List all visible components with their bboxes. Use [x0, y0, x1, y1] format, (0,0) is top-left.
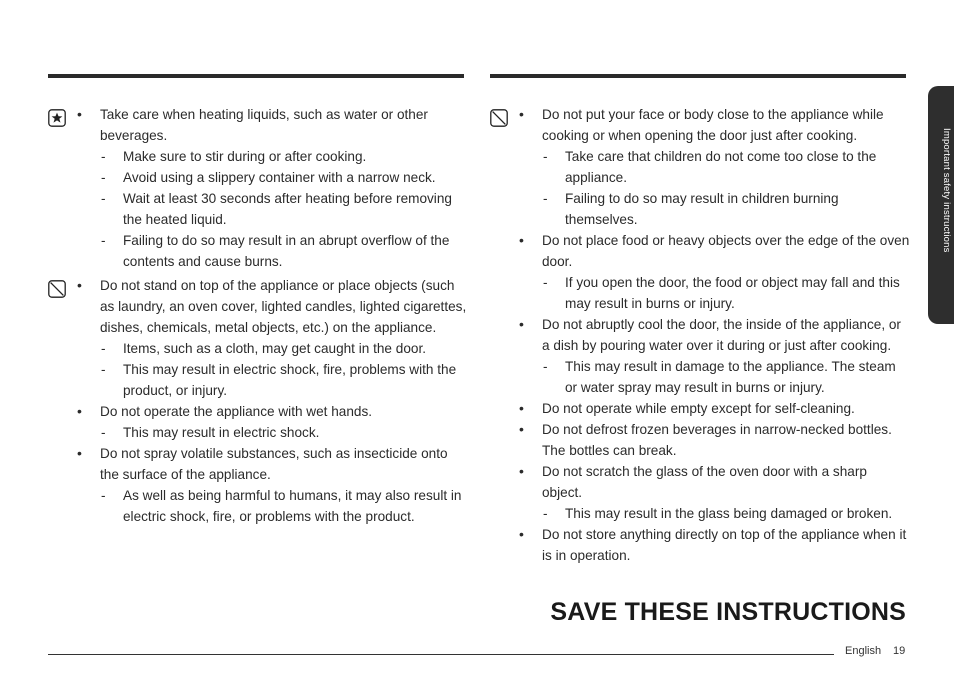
- sub-list-item: - Failing to do so may result in an abrupt overflow of the contents and cause burns.: [123, 230, 468, 272]
- sub-list-item: - Avoid using a slippery container with a narrow neck.: [123, 167, 468, 188]
- sub-list-item: - This may result in electric shock, fire, problems with the product, or injury.: [123, 359, 468, 401]
- footer-divider: [48, 654, 834, 655]
- sub-list-item: - This may result in the glass being damaged or broken.: [565, 503, 910, 524]
- page-number: 19: [893, 645, 906, 657]
- sub-list: [542, 356, 910, 398]
- sub-list-item: - This may result in electric shock.: [123, 422, 468, 443]
- safety-list: [542, 104, 910, 566]
- list-item: [100, 401, 468, 443]
- safety-list: [100, 275, 468, 527]
- list-item-text: Do not place food or heavy objects over the edge of the oven door.: [542, 233, 910, 269]
- list-item-text: Do not put your face or body close to the appliance while cooking or when opening the door just after cooking.: [542, 107, 884, 143]
- footer-language: English: [845, 645, 882, 657]
- list-item: [542, 230, 910, 314]
- list-item-text: Do not stand on top of the appliance or place objects (such as laundry, an oven cover, lighted candles, lighted cigarettes, dishes, chemicals, metal objects, etc.) on the appliance.: [100, 278, 467, 335]
- sub-list: [542, 146, 910, 230]
- sub-list: [100, 422, 468, 443]
- right-column-rule: [490, 74, 906, 78]
- sub-list-item: - As well as being harmful to humans, it may also result in electric shock, fire, or problems with the product.: [123, 485, 468, 527]
- sub-list-item: - This may result in damage to the appliance. The steam or water spray may result in burns or injury.: [565, 356, 910, 398]
- safety-block: [48, 104, 468, 272]
- list-item-text: Do not operate the appliance with wet hands.: [100, 404, 373, 419]
- list-item: [542, 104, 910, 230]
- sub-list: [542, 272, 910, 314]
- list-item-text: Do not abruptly cool the door, the inside of the appliance, or a dish by pouring water over it during or just after cooking.: [542, 317, 901, 353]
- safety-block: [490, 104, 910, 566]
- sub-list-item: - If you open the door, the food or object may fall and this may result in burns or injury.: [565, 272, 910, 314]
- list-item-text: Do not spray volatile substances, such as insecticide onto the surface of the appliance.: [100, 446, 448, 482]
- list-item-text: Do not defrost frozen beverages in narrow-necked bottles. The bottles can break.: [542, 422, 892, 458]
- list-item: [542, 461, 910, 524]
- list-item: [542, 524, 910, 566]
- prohibited-icon: [48, 280, 66, 298]
- list-item: [542, 398, 910, 419]
- caution-icon: [48, 109, 66, 127]
- sub-list: [542, 503, 910, 524]
- prohibited-icon: [490, 109, 508, 127]
- list-item-text: Do not scratch the glass of the oven door with a sharp object.: [542, 464, 867, 500]
- list-item: [542, 419, 910, 461]
- sub-list: [100, 146, 468, 272]
- left-column: [48, 104, 468, 527]
- right-column: [490, 104, 910, 566]
- sub-list-item: - Take care that children do not come too close to the appliance.: [565, 146, 910, 188]
- list-item: [100, 275, 468, 401]
- sub-list-item: - Wait at least 30 seconds after heating before removing the heated liquid.: [123, 188, 468, 230]
- sub-list: [100, 485, 468, 527]
- list-item-text: Take care when heating liquids, such as water or other beverages.: [100, 107, 428, 143]
- list-item-text: Do not store anything directly on top of the appliance when it is in operation.: [542, 527, 907, 563]
- list-item: [100, 443, 468, 527]
- list-item-text: Do not operate while empty except for self-cleaning.: [542, 401, 855, 416]
- sub-list-item: - Failing to do so may result in children burning themselves.: [565, 188, 910, 230]
- side-tab-label: Important safety instructions: [941, 128, 952, 253]
- safety-list: [100, 104, 468, 272]
- list-item: [100, 104, 468, 272]
- save-instructions-heading: SAVE THESE INSTRUCTIONS: [550, 598, 906, 626]
- left-column-rule: [48, 74, 464, 78]
- sub-list-item: - Make sure to stir during or after cooking.: [123, 146, 468, 167]
- list-item: [542, 314, 910, 398]
- sub-list-item: - Items, such as a cloth, may get caught in the door.: [123, 338, 468, 359]
- sub-list: [100, 338, 468, 401]
- safety-block: [48, 275, 468, 527]
